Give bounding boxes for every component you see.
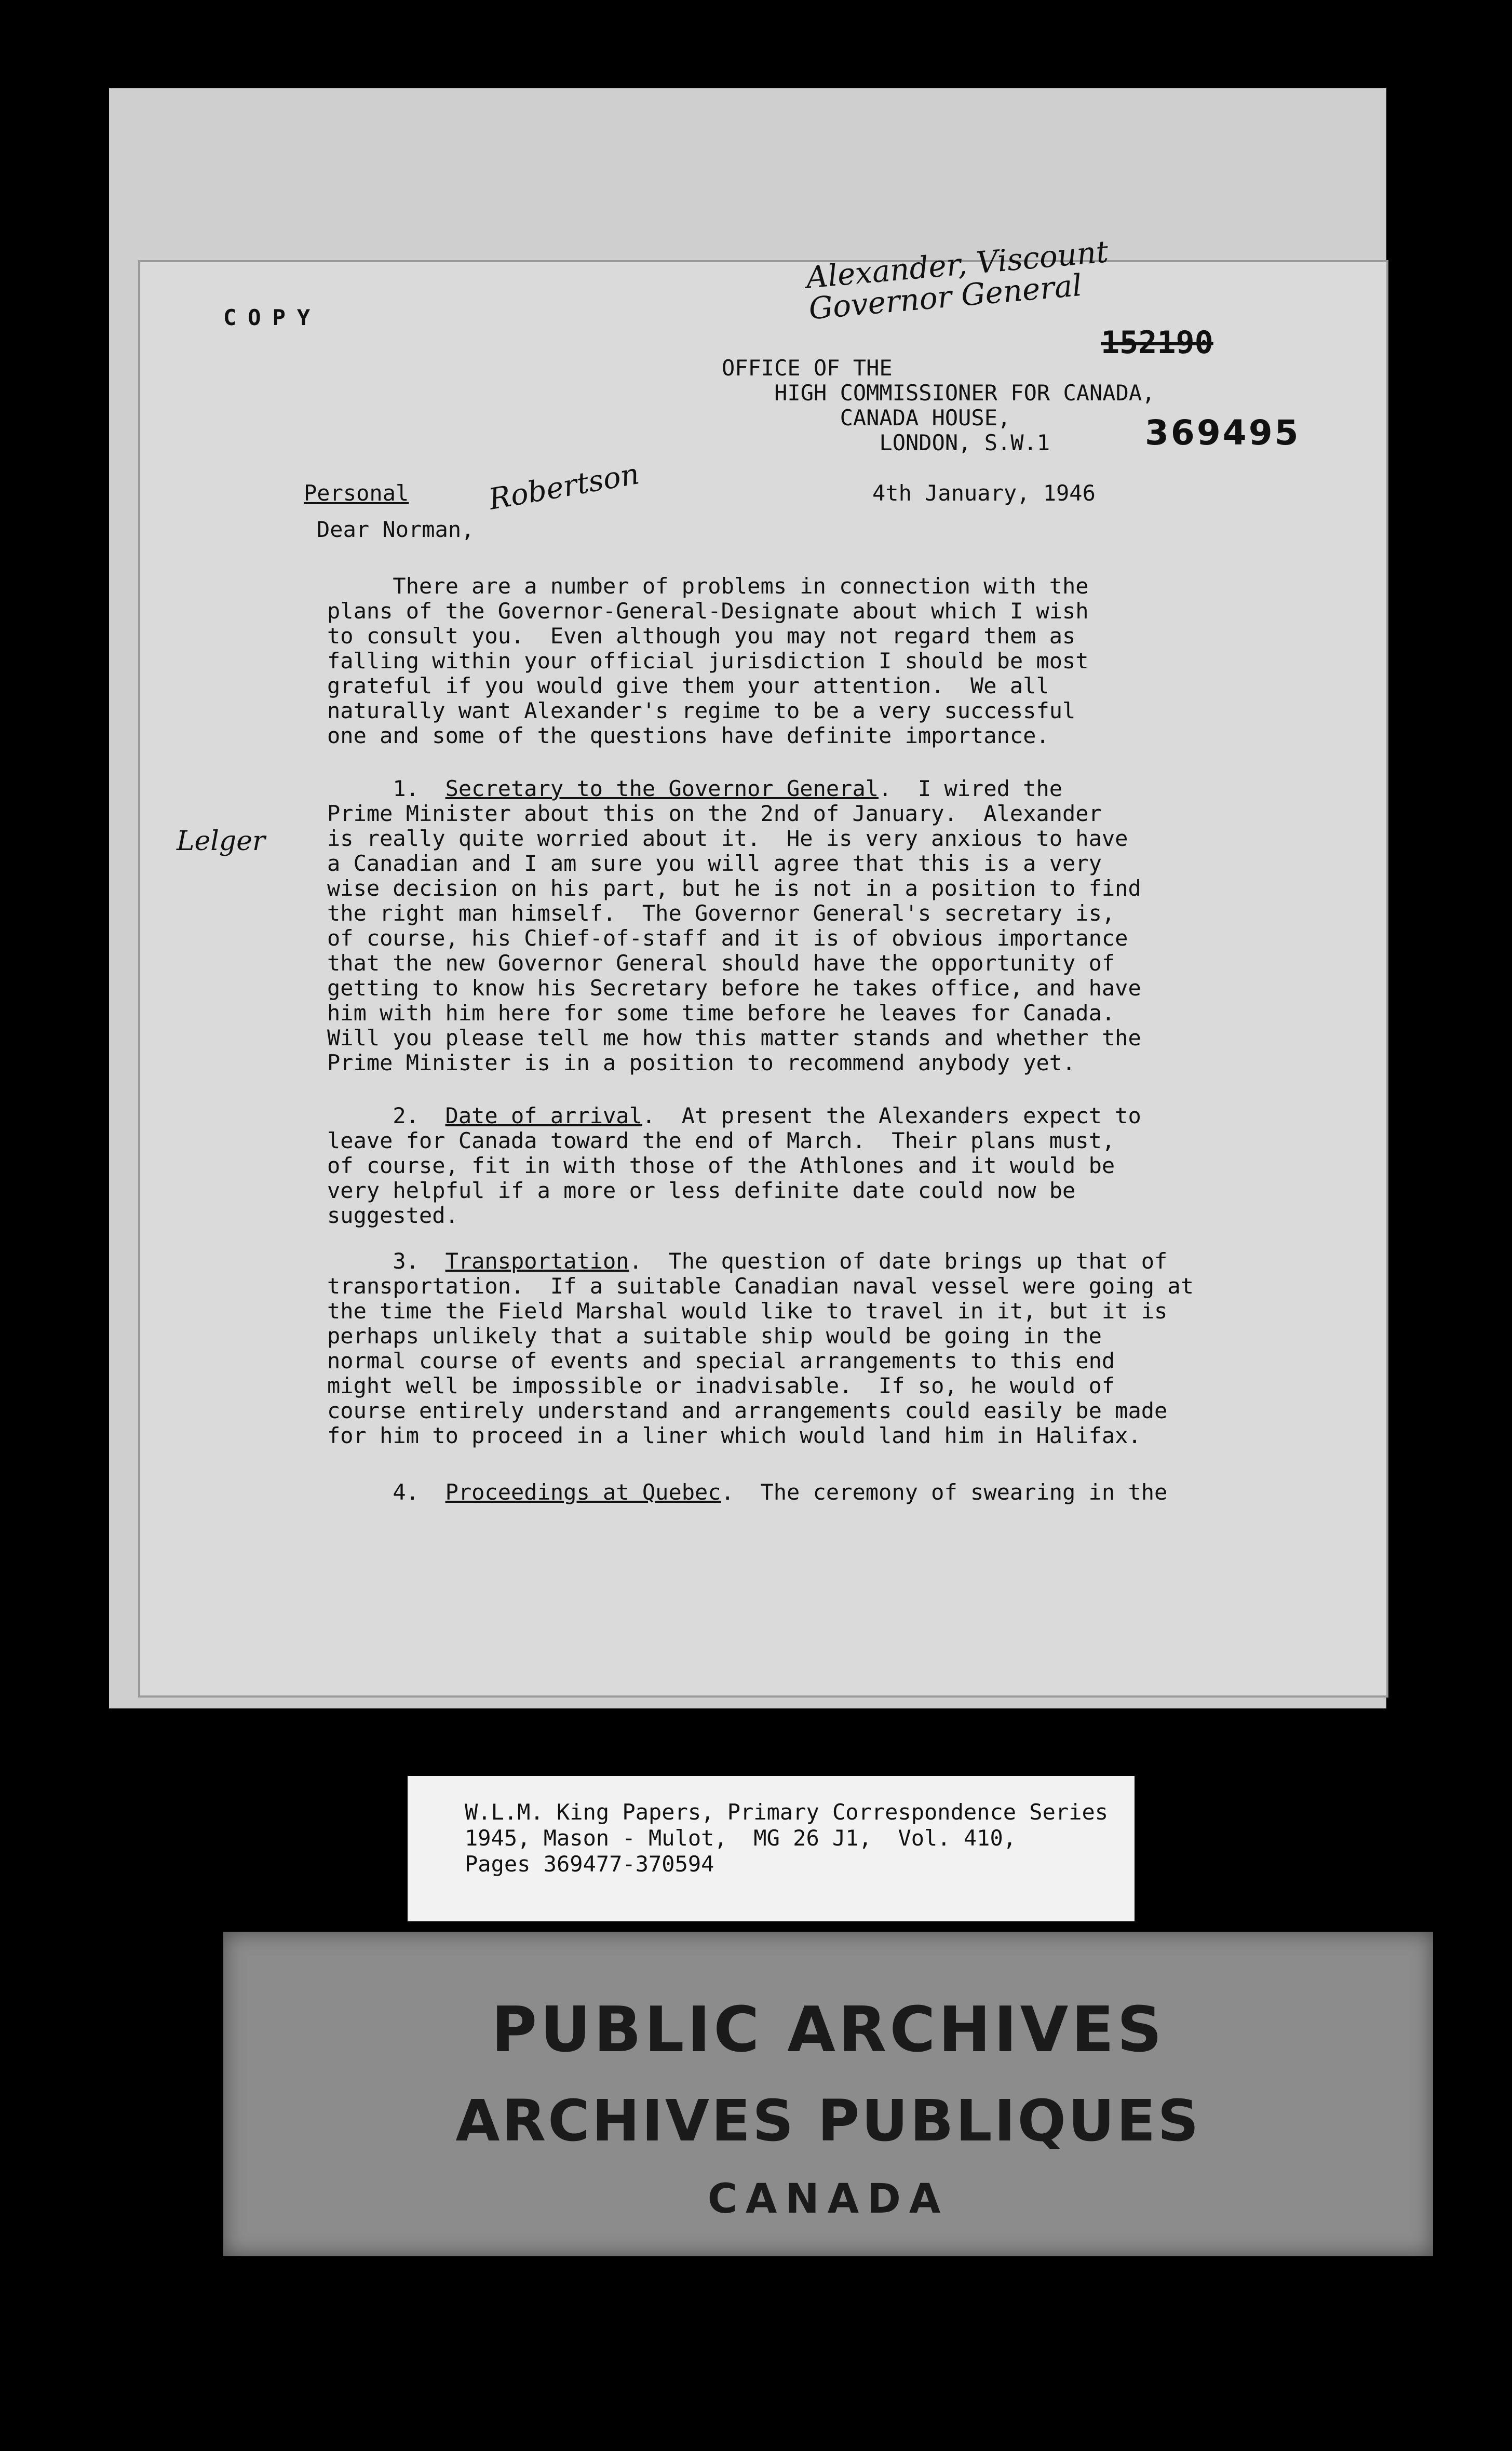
paragraph-secretary <box>327 776 1303 1075</box>
personal-label: Personal <box>304 480 409 506</box>
handwritten-margin-name: Robertson <box>486 457 642 517</box>
paragraph-proceedings <box>327 1480 1303 1505</box>
paragraph-number: 1. <box>327 776 446 801</box>
paragraph-number: 3. <box>327 1248 446 1274</box>
struck-number: 152190 <box>1101 325 1213 361</box>
copy-label: COPY <box>223 305 322 330</box>
stamp-line-3: CANADA <box>707 2176 949 2223</box>
paragraph-transportation <box>327 1249 1303 1448</box>
paragraph-body: . At present the Alexanders expect to leave for Canada toward the end of March. Their plans must, of course, fit in with those of the Athlones and it would be very helpful if a more or less definite date could now be suggested. <box>327 1103 1141 1228</box>
paragraph-body: . The ceremony of swearing in the <box>721 1479 1168 1505</box>
intro-paragraph: There are a number of problems in connection with the plans of the Governor-General-Designate about which I wish to consult you. Even although you may not regard them as falling within your official jurisdiction I should be most grateful if you would give them your attention. We all naturally want Alexander's regime to be a very successful one and some of the questions have definite importance. <box>327 573 1089 748</box>
paragraph-body: . I wired the Prime Minister about this on the 2nd of January. Alexander is really quite worried about it. He is very anxious to have a Canadian and I am sure you will agree that this is a very wise decision on his part, but he is not in a position to find the right man himself. The Governor General's secretary is, of course, his Chief-of-staff and it is of obvious importance that the new Governor General should have the opportunity of getting to know his Secretary before he takes office, and have him with him here for some time before he leaves for Canada. Will you please tell me how this matter stands and whether the Prime Minister is in a position to recommend anybody yet. <box>327 776 1141 1075</box>
letter-page <box>140 234 1386 1695</box>
office-address: OFFICE OF THE HIGH COMMISSIONER FOR CANADA, CANADA HOUSE, LONDON, S.W.1 <box>722 355 1155 455</box>
salutation: Dear Norman, <box>317 517 475 542</box>
paragraph-date-of-arrival <box>327 1103 1303 1228</box>
paragraph-number: 2. <box>327 1103 446 1128</box>
paragraph-heading: Date of arrival <box>445 1103 642 1128</box>
paragraph-number: 4. <box>327 1479 446 1505</box>
handwritten-margin-note: Lelger <box>177 826 265 857</box>
reference-number: 369495 <box>1145 413 1301 453</box>
archive-reference-text: W.L.M. King Papers, Primary Correspondence Series 1945, Mason - Mulot, MG 26 J1, Vol. 410, Pages 369477-370594 <box>465 1799 1109 1877</box>
stamp-line-1: PUBLIC ARCHIVES <box>491 1994 1165 2066</box>
stamp-line-2: ARCHIVES PUBLIQUES <box>455 2088 1201 2154</box>
paragraph-heading: Transportation <box>445 1248 629 1274</box>
paragraph-heading: Proceedings at Quebec <box>445 1479 721 1505</box>
handwritten-header-note: Alexander, Viscount Governor General <box>804 234 1110 327</box>
archive-reference-label <box>408 1776 1135 1921</box>
paragraph-heading: Secretary to the Governor General <box>445 776 879 801</box>
paragraph-body: . The question of date brings up that of transportation. If a suitable Canadian naval vessel were going at the time the Field Marshal would like to travel in it, but it is perhaps unlikely that a suitable ship would be going in the normal course of events and special arrangements to this end might well be impossible or inadvisable. If so, he would of course entirely understand and arrangements could easily be made for him to proceed in a liner which would land him in Halifax. <box>327 1248 1194 1448</box>
archives-stamp <box>223 1932 1433 2256</box>
letter-date: 4th January, 1946 <box>872 480 1096 506</box>
